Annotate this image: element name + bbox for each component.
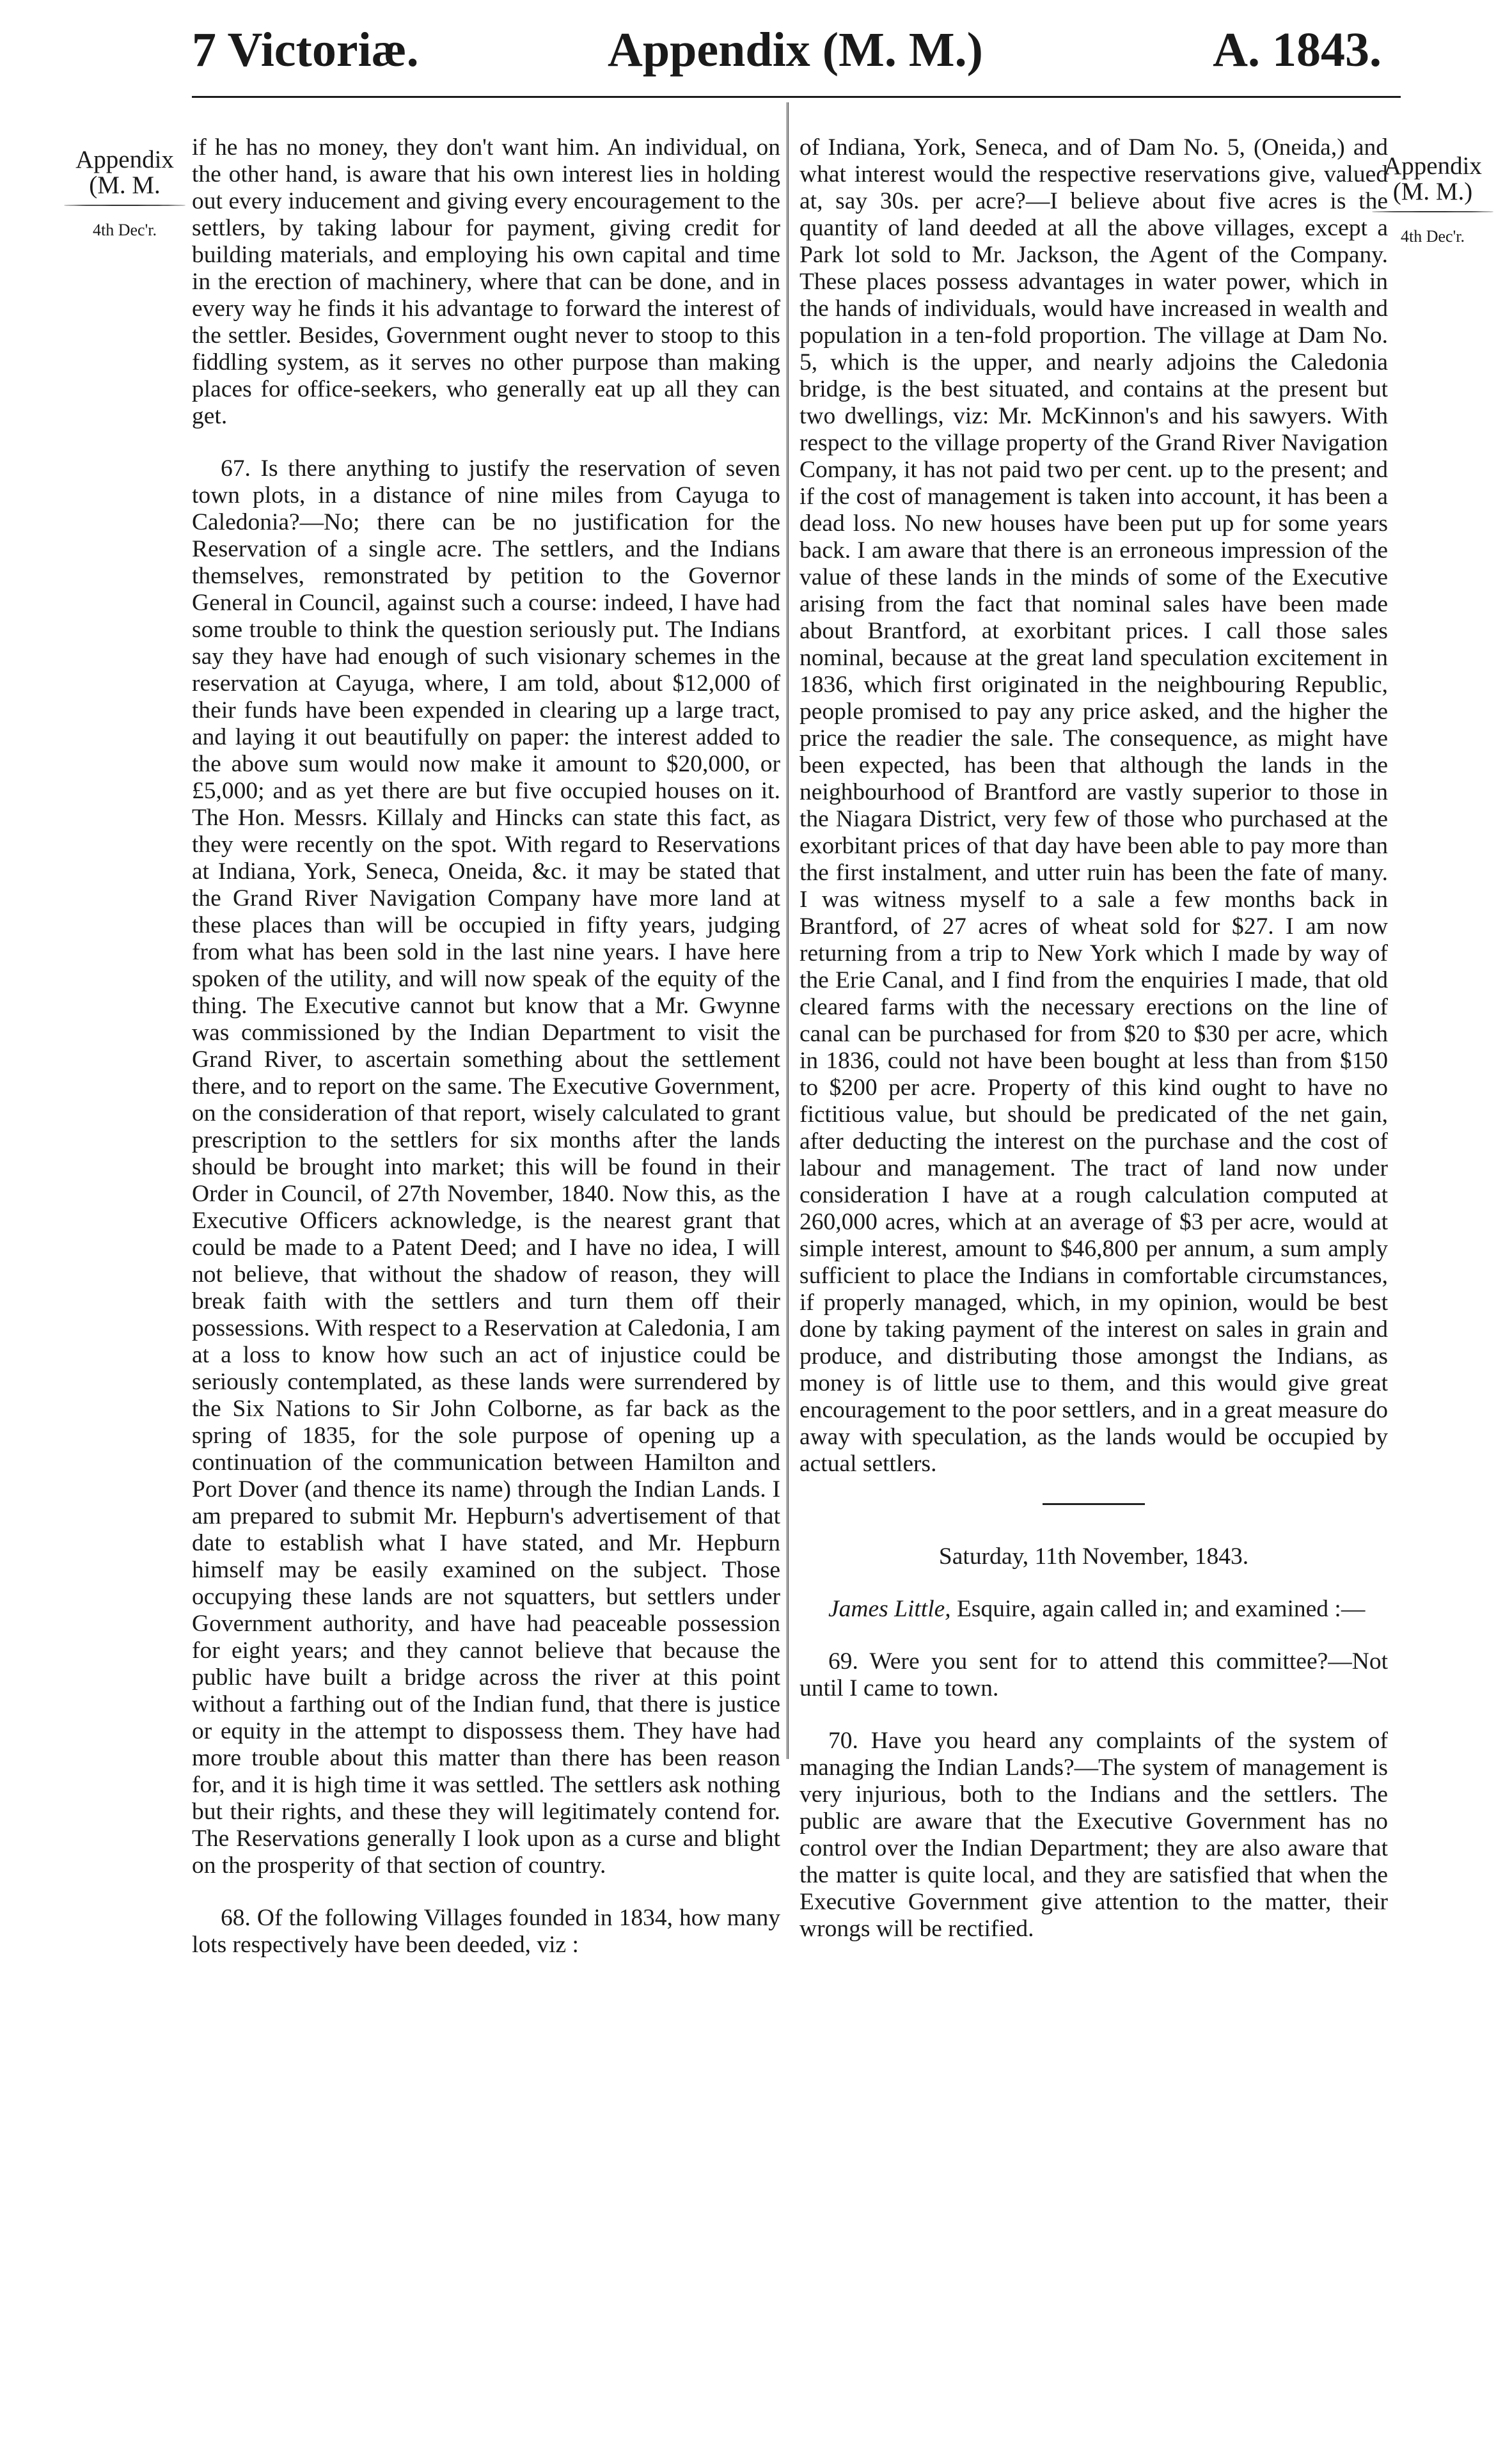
witness-line [799, 1596, 1388, 1623]
margin-appendix-code: (M. M. [89, 171, 161, 199]
session-dateline: Saturday, 11th November, 1843. [938, 1543, 1249, 1570]
question-69: 69. Were you sent for to attend this committee?—Not until I came to town. [799, 1648, 1388, 1701]
witness-name: James Little, [828, 1596, 951, 1622]
margin-date: 4th Dec'r. [93, 221, 157, 239]
question-70: 70. Have you heard any complaints of the system of managing the Indian Lands?—The system of management is very injurious, both to the Indians and the settlers. The public are aware that the Executive Government has no control over the Indian Department; they are also aware that the matter is quite local, and they are satisfied that when the Executive Government give attention to the matter, their wrongs will be rectified. [799, 1728, 1388, 1942]
margin-appendix-label: Appendix [1383, 152, 1482, 180]
section-rule [1043, 1503, 1145, 1505]
paragraph-continuation: if he has no money, they don't want him. An individual, on the other hand, is aware that his own interest lies in holding out every inducement and giving every encouragement to the settlers, by taking labour for payment, giving credit for building materials, and employing his own capital and time in the erection of machinery, where that can be done, and in every way he finds it his advantage to forward the interest of the settler. Besides, Government ought never to stoop to this fiddling system, as it serves no other purpose than making places for office-seekers, who generally eat up all they can get. [192, 134, 780, 429]
answer-68: of Indiana, York, Seneca, and of Dam No. 5, (Oneida,) and what interest would the respective reservations give, valued at, say 30s. per acre?—I believe about five acres is the quantity of land deeded at all the above villages, except a Park lot sold to Mr. Jackson, the Agent of the Company. These places possess advantages in water power, which in the hands of individuals, would have increased in wealth and population in a ten-fold proportion. The village at Dam No. 5, which is the upper, and nearly adjoins the Caledonia bridge, is the best situated, and contains at the present but two dwellings, viz: Mr. McKinnon's and his sawyers. With respect to the village property of the Grand River Navigation Company, it has not paid two per cent. up to the present; and if the cost of management is taken into account, it has been a dead loss. No new houses have been put up for some years back. I am aware that there is an erroneous impression of the value of these lands in the minds of some of the Executive arising from the fact that nominal sales have been made about Brantford, at exorbitant prices. I call those sales nominal, because at the great land speculation excitement in 1836, which first originated in the neighbouring Republic, people promised to pay any price asked, and the higher the price the readier the sale. The consequence, as might have been expected, has been that although the lands in the neighbourhood of Brantford are vastly superior to those in the Niagara District, very few of those who purchased at the exorbitant prices of that day have been able to pay more than the first instalment, and utter ruin has been the fate of many. I was witness myself to a sale a few months back in Brantford, of 27 acres of wheat sold for $27. I am now returning from a trip to New York which I made by way of the Erie Canal, and I find from the enquiries I made, that old cleared farms with the necessary erections on the line of canal can be purchased for from $20 to $30 per acre, which in 1836, could not have been bought at less than from $150 to $200 per acre. Property of this kind ought to have no fictitious value, but should be predicated of the net gain, after deducting the interest on the purchase and the cost of labour and management. The tract of land now under consideration I have at a rough calculation computed at 260,000 acres, which at an average of $3 per acre, would at simple interest, amount to $46,800 per annum, a sum amply sufficient to place the Indians in comfortable circumstances, if properly managed, which, in my opinion, would be best done by taking payment of the interest on sales in grain and produce, and distributing those amongst the Indians, as money is of little use to them, and this would give great encouragement to the poor settlers, and in a great measure do away with speculation, as the lands would be occupied by actual settlers. [799, 134, 1388, 1477]
right-column [799, 134, 1388, 1968]
header-year: A. 1843. [1213, 23, 1382, 77]
margin-brace [1372, 206, 1493, 217]
margin-appendix-code: (M. M.) [1392, 178, 1473, 205]
left-column [192, 134, 780, 1984]
margin-appendix-label: Appendix [75, 146, 174, 173]
header-appendix: Appendix (M. M.) [608, 23, 983, 77]
question-68: 68. Of the following Villages founded in 1834, how many lots respectively have been deeded, viz : [192, 1905, 780, 1958]
right-margin-note [1372, 154, 1493, 249]
margin-brace [64, 200, 185, 211]
margin-date: 4th Dec'r. [1401, 227, 1465, 246]
question-67: 67. Is there anything to justify the reservation of seven town plots, in a distance of nine miles from Cayuga to Caledonia?—No; there can be no justification for the Reservation of a single acre. The settlers, and the Indians themselves, remonstrated by petition to the Governor General in Council, against such a course: indeed, I have had some trouble to think the question seriously put. The Indians say they have had enough of such visionary schemes in the reservation at Cayuga, where, I am told, about $12,000 of their funds have been expended in clearing up a large tract, and laying it out beautifully on paper: the interest added to the above sum would now make it amount to $20,000, or £5,000; and as yet there are but five occupied houses on it. The Hon. Messrs. Killaly and Hincks can state this fact, as they were recently on the spot. With regard to Reservations at Indiana, York, Seneca, Oneida, &c. it may be stated that the Grand River Navigation Company have more land at these places than will be occupied in fifty years, judging from what has been sold in the last nine years. I have here spoken of the utility, and will now speak of the equity of the thing. The Executive cannot but know that a Mr. Gwynne was commissioned by the Indian Department to visit the Grand River, to ascertain something about the settlement there, and to report on the same. The Executive Government, on the consideration of that report, wisely calculated to grant prescription to the settlers for six months after the lands should be brought into market; this will be found in their Order in Council, of 27th November, 1840. Now this, as the Executive Officers acknowledge, is the nearest grant that could be made to a Patent Deed; and I have no idea, I will not believe, that without the shadow of reason, they will break faith with the settlers and turn them off their possessions. With respect to a Reservation at Caledonia, I am at a loss to know how such an act of injustice could be seriously contemplated, as these lands were surrendered by the Six Nations to Sir John Colborne, as far back as the spring of 1835, for the sole purpose of opening up a continuation of the communication between Hamilton and Port Dover (and thence its name) through the Indian Lands. I am prepared to submit Mr. Hepburn's advertisement of that date to establish what I have stated, and Mr. Hepburn himself may be easily examined on the subject. Those occupying these lands are not squatters, but settlers under Government authority, and have had peaceable possession for eight years; and they cannot believe that because the public have built a bridge across the river at this point without a farthing out of the Indian fund, that there is justice or equity in the attempt to dispossess them. They have had more trouble about this matter than there has been reason for, and it is high time it was settled. The settlers ask nothing but their rights, and these they will legitimately contend for. The Reservations generally I look upon as a curse and blight on the prosperity of that section of country. [192, 455, 780, 1879]
left-margin-note [64, 147, 185, 243]
page-header [192, 23, 1382, 102]
header-rule [192, 96, 1401, 98]
column-divider [787, 102, 789, 1759]
header-session: 7 Victoriæ. [192, 23, 419, 77]
witness-intro: Esquire, again called in; and examined :— [950, 1596, 1366, 1622]
